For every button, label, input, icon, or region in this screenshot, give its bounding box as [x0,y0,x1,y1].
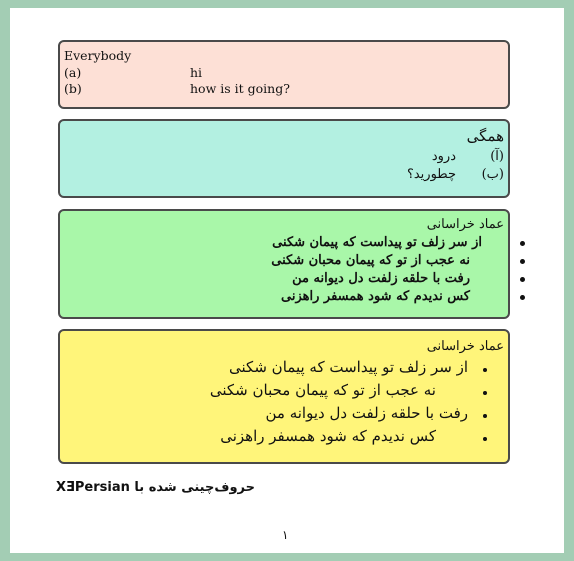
typeset-footer [56,480,255,495]
box1-heading: Everybody [64,48,132,63]
box4-line-2: نه عجب از تو که پیمان محبان شکنی [209,381,436,399]
box4-line-4: کس ندیدم که شود همسفر راهزنی [220,427,436,445]
box1-text-b: how is it going? [190,81,290,96]
bullet-1 [520,241,525,246]
persian-box [58,119,510,198]
box3-line-1: از سر زلف تو پیداست که پیمان شکنی [272,235,482,250]
box4-line-3: رفت با حلقه زلفت دل دیوانه من [265,404,468,422]
box3-line-3: رفت با حلقه زلفت دل دیوانه من [292,271,470,286]
box4-bullet-3 [483,414,487,418]
bullet-2 [520,259,525,264]
document-page [10,8,564,553]
box1-marker-a: (a) [64,65,82,80]
box4-heading: عماد خراسانی [426,339,504,354]
bold-poem-box [58,209,510,319]
box4-bullet-4 [483,437,487,441]
box2-text-b: چطورید؟ [406,167,456,182]
xepersian-logo: XƎPersian [56,480,130,495]
box3-line-4: کس ندیدم که شود همسفر راهزنی [281,289,470,304]
box4-line-1: از سر زلف تو پیداست که پیمان شکنی [229,358,468,376]
box1-text-a: hi [190,65,203,80]
box4-bullet-1 [483,368,487,372]
page-number: ۱ [282,528,289,542]
regular-poem-box [58,329,510,464]
box4-bullet-2 [483,391,487,395]
footer-text: حروف‌چینی شده با [134,480,255,495]
english-box [58,40,510,109]
box2-marker-a: (آ) [490,149,504,164]
bullet-3 [520,277,525,282]
box1-marker-b: (b) [64,81,82,96]
bullet-4 [520,295,525,300]
box2-marker-b: (ب) [481,167,504,182]
box2-heading: همگی [466,127,504,145]
box3-line-2: نه عجب از تو که پیمان محبان شکنی [271,253,470,268]
box2-text-a: درود [431,149,456,164]
box3-heading: عماد خراسانی [426,217,504,232]
